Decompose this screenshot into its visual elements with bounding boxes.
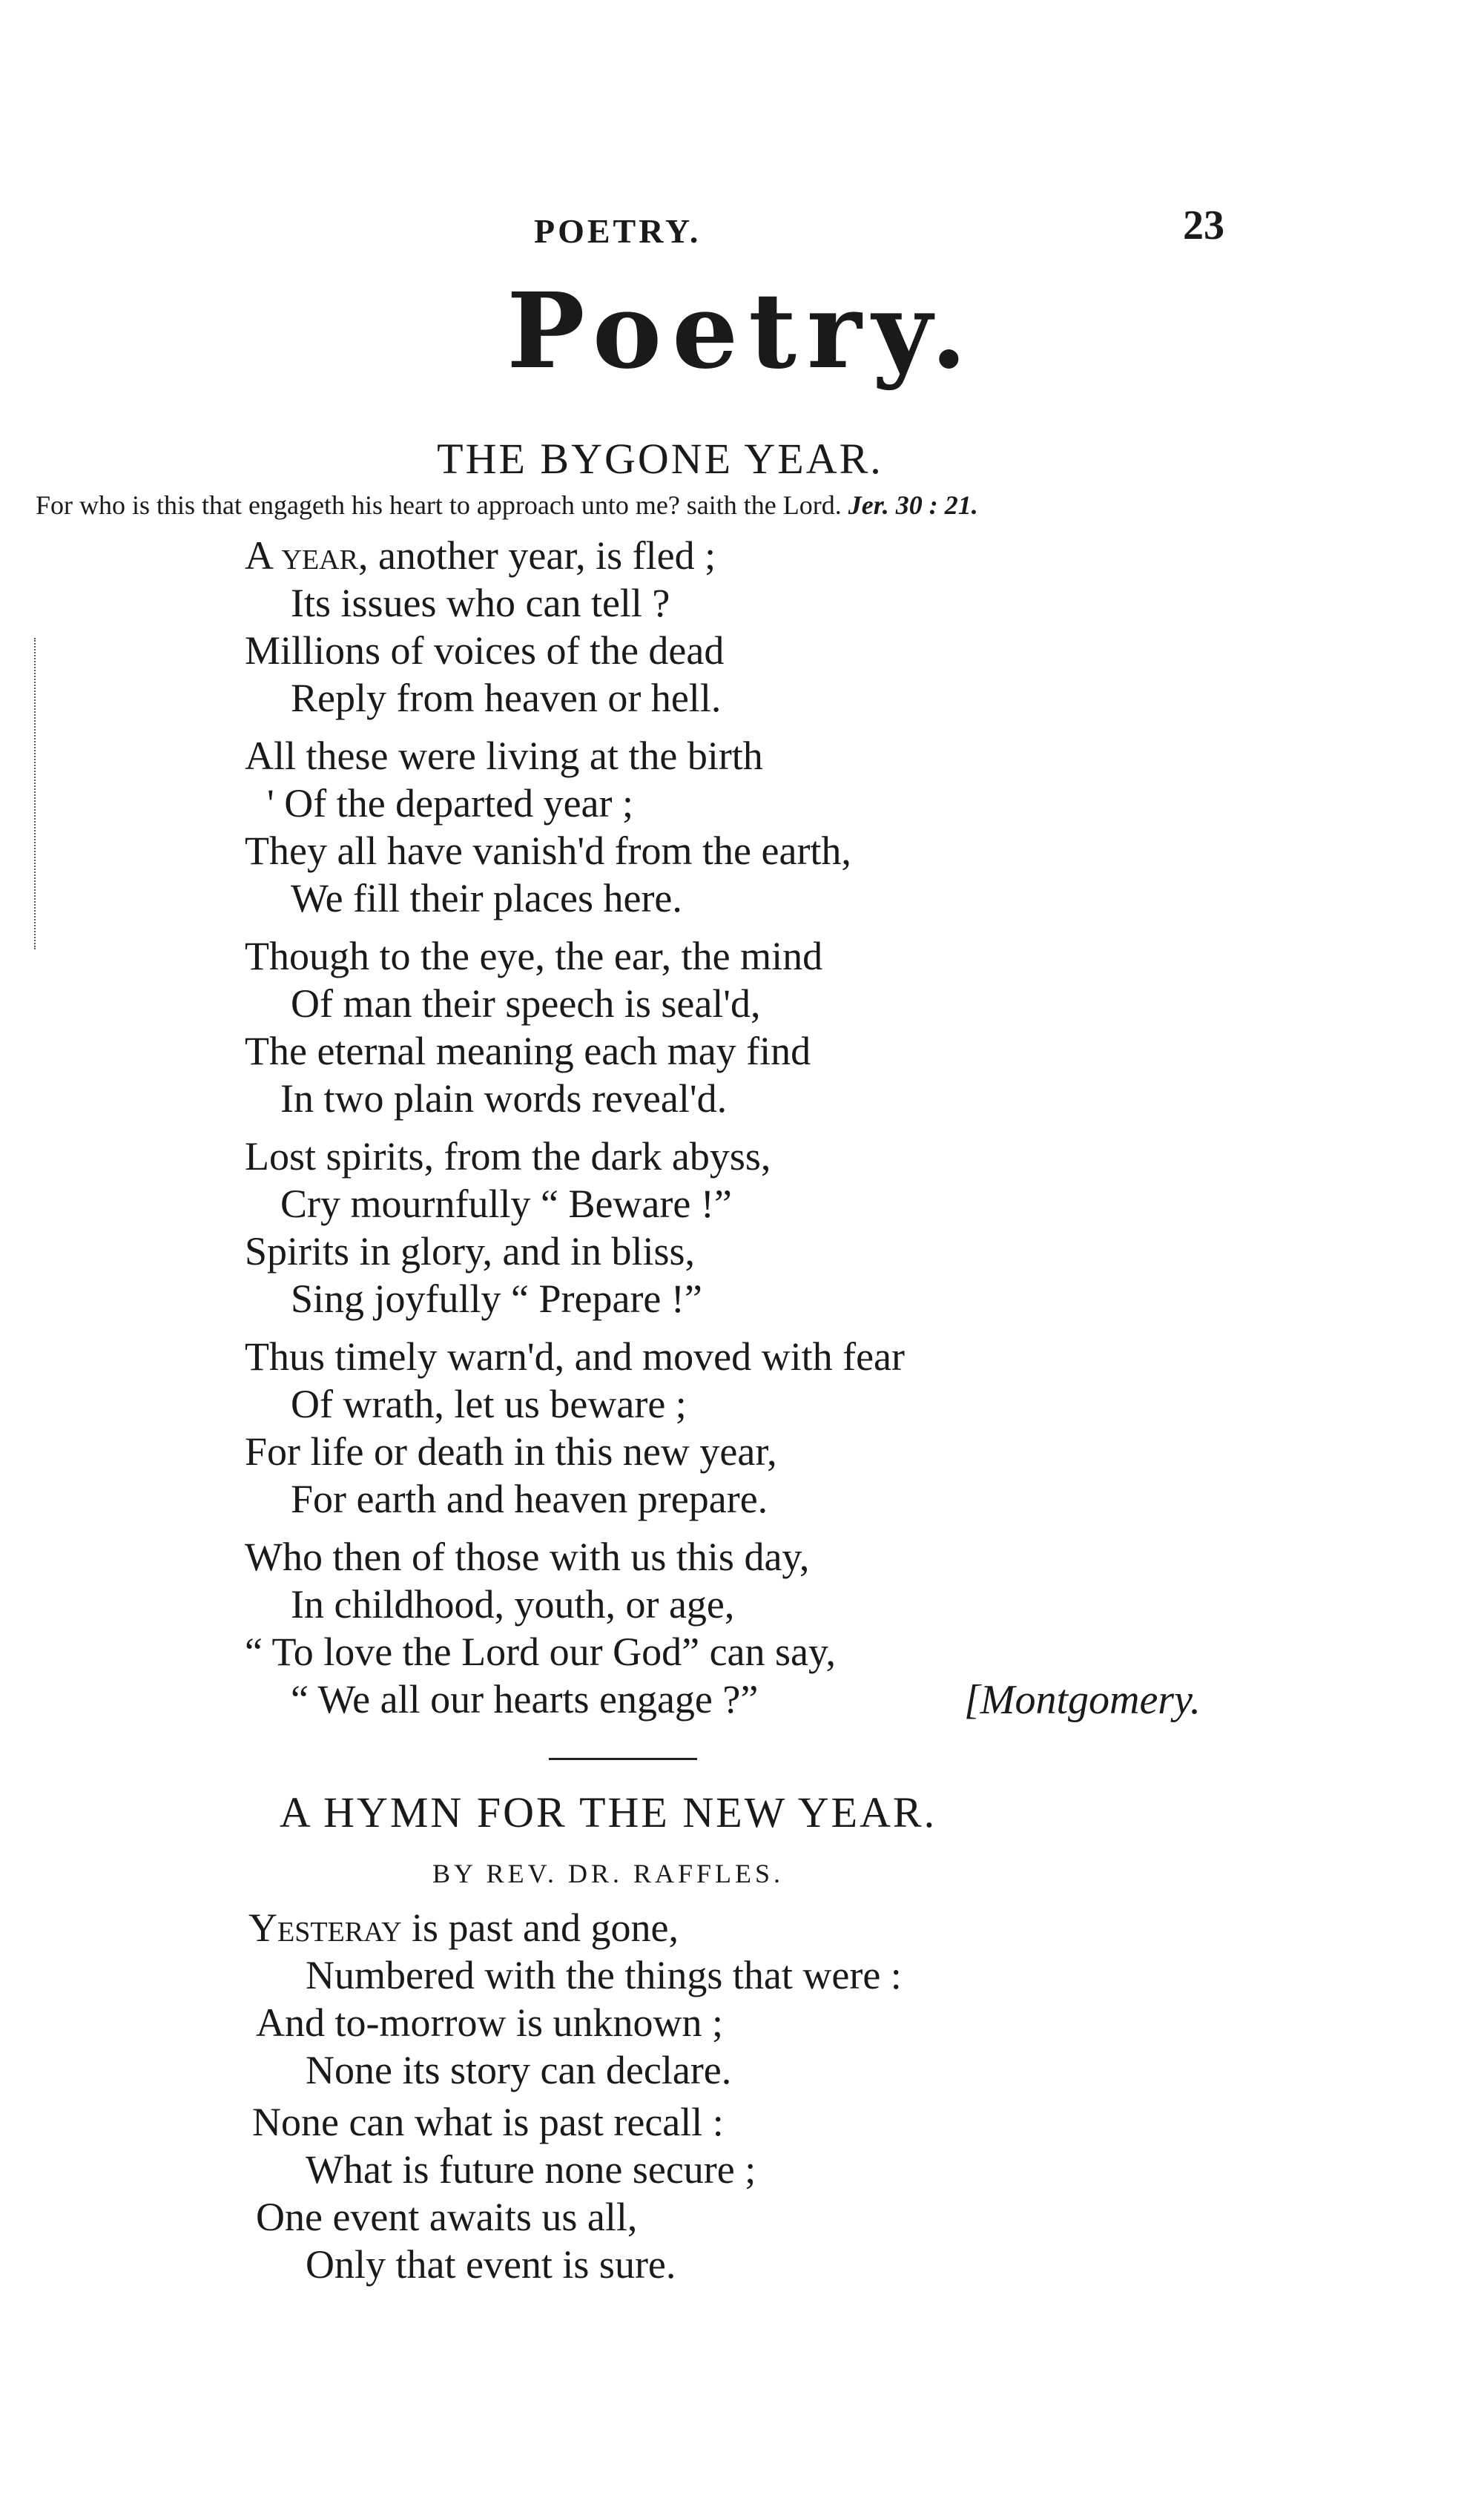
- page-number: 23: [1183, 202, 1224, 248]
- poem-line: In childhood, youth, or age,: [291, 1582, 735, 1627]
- poem-line: None can what is past recall :: [252, 2100, 724, 2144]
- poem-line: For life or death in this new year,: [245, 1429, 777, 1474]
- poem-line: “ To love the Lord our God” can say,: [245, 1630, 836, 1674]
- poem-line: All these were living at the birth: [245, 734, 763, 778]
- divider-rule: [549, 1758, 697, 1760]
- poem-line: Thus timely warn'd, and moved with fear: [245, 1334, 905, 1379]
- poem-line: Reply from heaven or hell.: [291, 676, 722, 720]
- poem-line: And to-morrow is unknown ;: [256, 2000, 723, 2045]
- poem-line: One event awaits us all,: [256, 2195, 638, 2239]
- poem-line: In two plain words reveal'd.: [280, 1076, 728, 1121]
- poem-line: Numbered with the things that were :: [306, 1953, 902, 1997]
- poem-line: Lost spirits, from the dark abyss,: [245, 1134, 771, 1179]
- poem-line: For earth and heaven prepare.: [291, 1477, 768, 1521]
- poem-line: Of wrath, let us beware ;: [291, 1382, 687, 1426]
- attribution: [Montgomery.: [964, 1677, 1201, 1723]
- poem-line: Its issues who can tell ?: [291, 581, 670, 625]
- running-head: POETRY.: [534, 212, 702, 250]
- poem-line: Only that event is sure.: [306, 2242, 676, 2287]
- section-title: Poetry.: [507, 271, 977, 392]
- poem-title: A HYMN FOR THE NEW YEAR.: [279, 1788, 937, 1836]
- poem-line: ' Of the departed year ;: [267, 781, 633, 826]
- poem-line: Cry mournfully “ Beware !”: [280, 1182, 732, 1226]
- poem-line: Spirits in glory, and in bliss,: [245, 1229, 696, 1274]
- poem-line: They all have vanish'd from the earth,: [245, 828, 851, 873]
- poem-line: A year, another year, is fled ;: [245, 533, 716, 578]
- poem-title: THE BYGONE YEAR.: [437, 435, 883, 483]
- poem-line: Though to the eye, the ear, the mind: [245, 934, 823, 978]
- poem-line: The eternal meaning each may find: [245, 1029, 811, 1073]
- epigraph-text: For who is this that engageth his heart to approach unto me? saith the Lord.: [36, 490, 842, 520]
- poem-line: We fill their places here.: [291, 876, 682, 920]
- margin-mark: [34, 638, 36, 949]
- opening-small-caps: Yesteray: [248, 1905, 402, 1950]
- poem-line: Yesteray is past and gone,: [248, 1905, 679, 1950]
- poem-line: Sing joyfully “ Prepare !”: [291, 1276, 702, 1321]
- poem-line: None its story can declare.: [306, 2048, 732, 2092]
- poem-line: Of man their speech is seal'd,: [291, 981, 761, 1026]
- opening-small-caps: A year,: [245, 533, 369, 578]
- poem-line: What is future none secure ;: [306, 2147, 756, 2192]
- byline: BY REV. DR. RAFFLES.: [432, 1859, 785, 1888]
- poem-line: Who then of those with us this day,: [245, 1535, 810, 1579]
- epigraph: [36, 490, 978, 521]
- epigraph-reference: Jer. 30 : 21.: [848, 490, 978, 520]
- poem-line: “ We all our hearts engage ?”: [291, 1677, 759, 1722]
- poem-line: Millions of voices of the dead: [245, 628, 725, 673]
